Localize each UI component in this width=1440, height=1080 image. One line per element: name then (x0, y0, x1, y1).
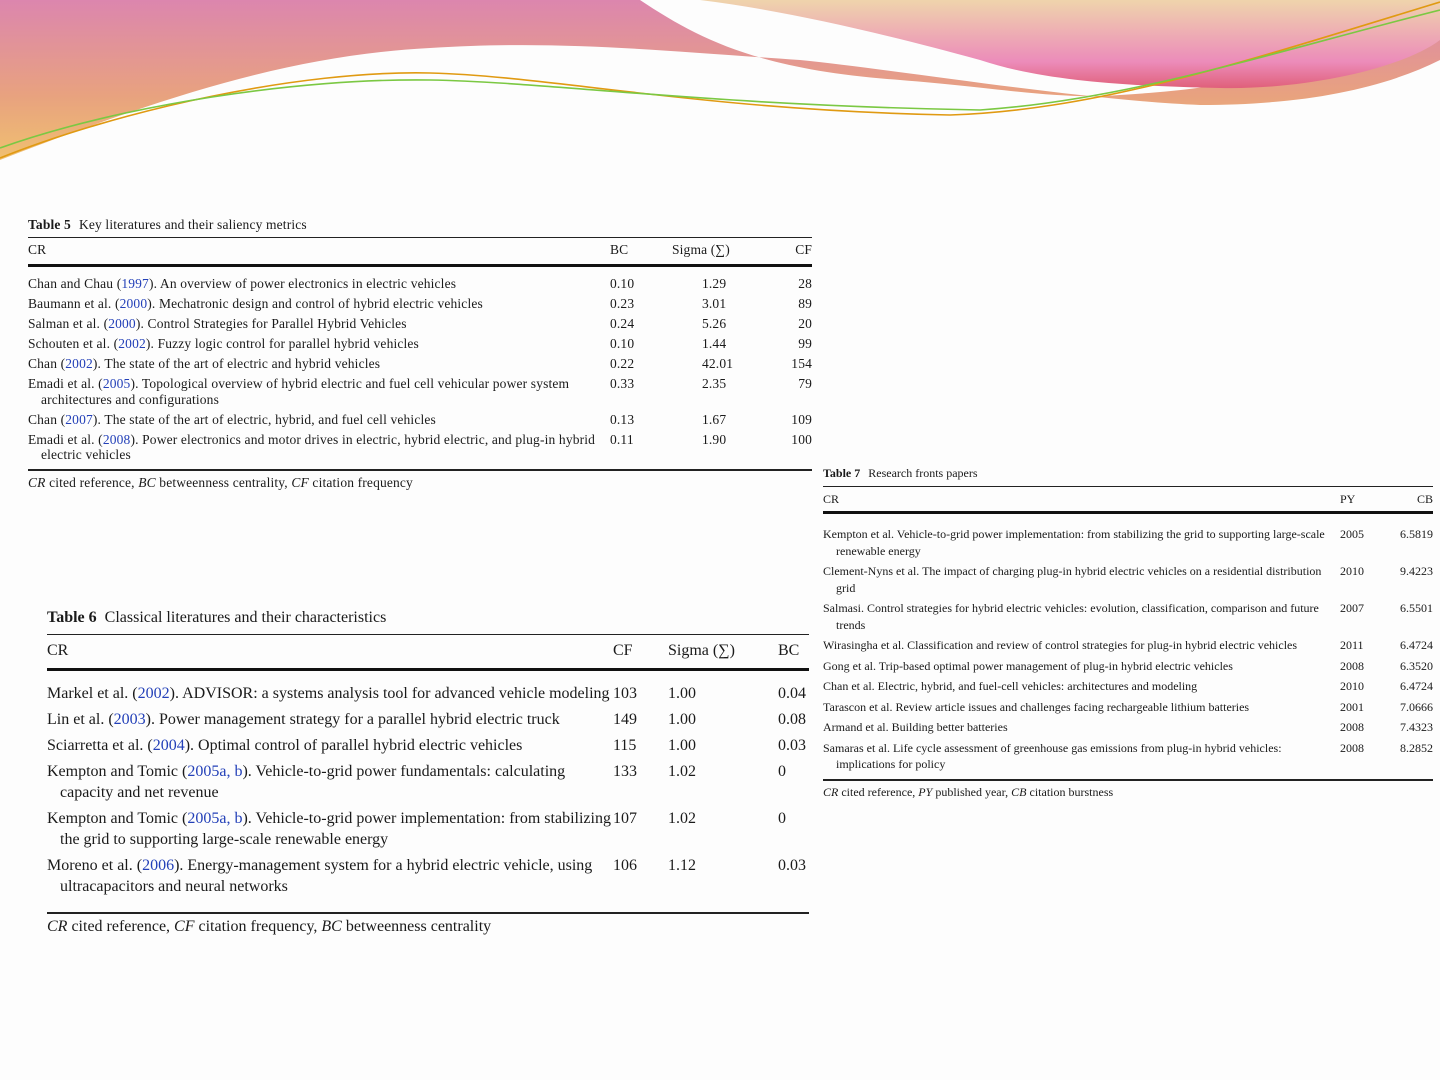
reference-title: The state of the art of electric, hybrid, and fuel cell vehicles (104, 411, 436, 427)
cell-value: 149 (613, 711, 637, 728)
abbreviation-meaning: citation burstness (1026, 785, 1114, 799)
cell-value: 99 (798, 336, 812, 351)
year-link[interactable]: 2007 (65, 411, 93, 427)
table-row (823, 513, 1433, 562)
year-link[interactable]: 1997 (121, 276, 149, 291)
cited-reference: Chan (2002). The state of the art of electric and hybrid vehicles (28, 356, 381, 371)
year-link[interactable]: 2005 (102, 376, 131, 391)
author: Chan (28, 356, 58, 371)
cell-value: 2011 (1340, 638, 1364, 652)
abbreviation: CR (823, 785, 839, 799)
table-label: Table 7 (823, 466, 861, 480)
abbreviation: CR (47, 918, 68, 935)
cell-value: 6.5819 (1400, 527, 1433, 541)
column-header: CF (795, 242, 812, 257)
cell-value: 1.90 (702, 431, 727, 447)
cell-value: 103 (613, 685, 637, 702)
table-row (823, 636, 1433, 657)
column-header: CR (47, 642, 69, 659)
cell-value: 1.12 (668, 857, 696, 874)
cell-value: 3.01 (702, 296, 727, 311)
cell-value: 115 (613, 737, 637, 754)
table-row (47, 853, 809, 900)
header-row (28, 238, 812, 266)
cell-value: 0.04 (778, 685, 806, 702)
author: Kempton and Tomic (47, 763, 179, 780)
cell-value: 2007 (1340, 601, 1364, 615)
cited-reference (823, 738, 1340, 775)
table-row (823, 697, 1433, 718)
abbreviation: CF (291, 475, 309, 490)
data-table (823, 486, 1433, 775)
column-header: CR (28, 242, 47, 257)
cell-value: 0 (778, 763, 786, 780)
abbreviation-meaning: betweenness centrality (341, 918, 492, 935)
cited-reference: Sciarretta et al. (2004). Optimal control of parallel hybrid electric vehicles (47, 737, 523, 754)
reference-title: Power management strategy for a parallel hybrid electric truck (158, 711, 560, 728)
author: Lin et al. (47, 711, 105, 728)
year-link[interactable]: 2003 (113, 711, 146, 728)
cell-value: 0.10 (610, 336, 635, 351)
cell-value: 1.00 (668, 737, 696, 754)
cited-reference (823, 656, 1340, 677)
cell-value: 0.13 (610, 411, 635, 427)
table-footnote (47, 912, 809, 936)
abbreviation: PY (918, 785, 933, 799)
abbreviation-meaning: citation frequency (308, 475, 413, 490)
author: Chan (28, 411, 58, 427)
reference-text: Salmasi. Control strategies for hybrid electric vehicles: evolution, classification, comparison and future trends (823, 601, 1319, 632)
table-row (28, 266, 812, 295)
cited-reference: Lin et al. (2003). Power management strategy for a parallel hybrid electric truck (47, 711, 560, 728)
cell-value: 1.44 (702, 336, 727, 351)
abbreviation-meaning: betweenness centrality, (155, 475, 292, 490)
cited-reference: Baumann et al. (2000). Mechatronic design and control of hybrid electric vehicles (28, 296, 483, 311)
cell-value: 7.0666 (1400, 699, 1433, 714)
abbreviation: CB (1011, 785, 1027, 799)
column-header: CR (823, 492, 840, 506)
cell-value: 2008 (1340, 658, 1364, 673)
author: Baumann et al. (28, 296, 112, 311)
abbreviation: BC (321, 918, 342, 935)
reference-text: Wirasingha et al. Classification and review of control strategies for plug-in hybrid electric vehicles (823, 638, 1298, 652)
column-header: BC (778, 642, 800, 659)
cited-reference: Emadi et al. (2005). Topological overview of hybrid electric and fuel cell vehicular power system architectures and configurations (28, 376, 570, 407)
year-link[interactable]: 2006 (142, 857, 175, 874)
cell-value: 109 (791, 411, 812, 427)
table-row (47, 733, 809, 759)
abbreviation-meaning: cited reference, (45, 475, 139, 490)
abbreviation: BC (138, 475, 156, 490)
cell-value: 0 (778, 810, 786, 827)
year-link[interactable]: 2005a, b (187, 810, 243, 827)
cell-value: 0.03 (778, 737, 806, 754)
abbreviation: CF (174, 918, 195, 935)
cell-value: 5.26 (702, 316, 727, 331)
author: Emadi et al. (28, 376, 95, 391)
cell-value: 0.03 (778, 857, 806, 874)
reference-title: The state of the art of electric and hybrid vehicles (104, 356, 381, 371)
reference-text: Tarascon et al. Review article issues and challenges facing rechargeable lithium batteries (823, 699, 1250, 714)
cell-value: 2001 (1340, 699, 1364, 714)
cell-value: 79 (798, 376, 812, 391)
cell-value: 89 (798, 296, 812, 311)
year-link[interactable]: 2002 (65, 356, 93, 371)
table-row (47, 806, 809, 853)
table-7 (823, 464, 1433, 800)
data-table (47, 634, 809, 900)
cell-value: 1.02 (668, 810, 696, 827)
table-caption: Key literatures and their saliency metrics (78, 217, 307, 232)
table-row (823, 599, 1433, 636)
table-row (28, 410, 812, 430)
table-row (823, 656, 1433, 677)
year-link[interactable]: 2004 (152, 737, 185, 754)
abbreviation-meaning: cited reference, (67, 918, 175, 935)
table-row (47, 670, 809, 708)
reference-text: Kempton et al. Vehicle-to-grid power implementation: from stabilizing the grid to supporting large-scale renewable energy (823, 527, 1325, 558)
cell-value: 20 (798, 316, 812, 331)
reference-text: Samaras et al. Life cycle assessment of greenhouse gas emissions from plug-in hybrid vehicles: implications for policy (823, 740, 1282, 771)
cited-reference: Moreno et al. (2006). Energy-management system for a hybrid electric vehicle, using ultracapacitors and neural networks (47, 857, 593, 895)
table-6 (47, 606, 809, 936)
cell-value: 1.02 (668, 763, 696, 780)
cell-value: 1.00 (668, 711, 696, 728)
cited-reference: Salman et al. (2000). Control Strategies for Parallel Hybrid Vehicles (28, 316, 407, 331)
cell-value: 133 (613, 763, 637, 780)
author: Salman et al. (28, 316, 101, 331)
cited-reference (823, 599, 1340, 636)
table-row (28, 294, 812, 314)
cell-value: 28 (798, 276, 812, 291)
cited-reference (823, 718, 1340, 739)
reference-title: Fuzzy logic control for parallel hybrid vehicles (157, 336, 419, 351)
abbreviation-meaning: cited reference, (838, 785, 919, 799)
cited-reference: Chan and Chau (1997). An overview of power electronics in electric vehicles (28, 276, 457, 291)
author: Markel et al. (47, 685, 129, 702)
reference-text: Chan et al. Electric, hybrid, and fuel-cell vehicles: architectures and modeling (823, 679, 1198, 693)
table-caption: Classical literatures and their characteristics (104, 609, 387, 626)
table-footnote (28, 469, 812, 491)
cell-value: 8.2852 (1400, 740, 1433, 755)
cell-value: 1.29 (702, 276, 727, 291)
reference-text: Clement-Nyns et al. The impact of charging plug-in hybrid electric vehicles on a residential distribution grid (823, 564, 1322, 595)
table-caption: Research fronts papers (868, 466, 978, 480)
table-row (28, 354, 812, 374)
author: Schouten et al. (28, 336, 111, 351)
cell-value: 6.4724 (1400, 638, 1433, 652)
abbreviation-meaning: citation frequency, (194, 918, 322, 935)
column-header: Sigma (∑) (668, 642, 735, 659)
header-wave-decoration (0, 0, 1440, 200)
cell-value: 2010 (1340, 564, 1364, 578)
cell-value: 2008 (1340, 740, 1364, 755)
cited-reference (823, 562, 1340, 599)
cell-value: 2010 (1340, 679, 1364, 693)
header-row (823, 487, 1433, 513)
table-row (28, 314, 812, 334)
table-row (47, 759, 809, 806)
data-table (28, 237, 812, 465)
cell-value: 2.35 (702, 376, 727, 391)
cited-reference (823, 513, 1340, 562)
year-link[interactable]: 2000 (108, 316, 136, 331)
table-title (47, 606, 809, 634)
cell-value: 107 (613, 810, 637, 827)
table-row (823, 738, 1433, 775)
cell-value: 0.24 (610, 316, 635, 331)
cell-value: 7.4323 (1400, 720, 1433, 734)
column-header: CB (1416, 492, 1433, 506)
author: Moreno et al. (47, 857, 133, 874)
author: Chan and Chau (28, 276, 114, 291)
author: Kempton and Tomic (47, 810, 179, 827)
cell-value: 0.22 (610, 356, 635, 371)
author: Emadi et al. (28, 431, 95, 447)
author: Sciarretta et al. (47, 737, 144, 754)
year-link[interactable]: 2000 (119, 296, 148, 311)
cited-reference: Kempton and Tomic (2005a, b). Vehicle-to-grid power implementation: from stabilizing the grid to supporting large-scale renewable energy (47, 810, 611, 848)
cell-value: 100 (791, 431, 812, 447)
cell-value: 0.11 (610, 431, 634, 447)
cell-value: 1.00 (668, 685, 696, 702)
cell-value: 42.01 (702, 356, 734, 371)
reference-title: Energy-management system for a hybrid electric vehicle, using ultracapacitors and neural networks (60, 857, 593, 895)
reference-title: Optimal control of parallel hybrid electric vehicles (198, 737, 523, 754)
column-header: Sigma (∑) (672, 242, 730, 257)
cell-value: 0.23 (610, 296, 635, 311)
abbreviation: CR (28, 475, 46, 490)
table-title (823, 464, 1433, 486)
cited-reference: Emadi et al. (2008). Power electronics and motor drives in electric, hybrid electric, and plug-in hybrid electric vehicles (28, 431, 596, 462)
reference-title: Topological overview of hybrid electric and fuel cell vehicular power system architectures and configurations (41, 376, 570, 407)
cited-reference: Kempton and Tomic (2005a, b). Vehicle-to-grid power fundamentals: calculating capacity and net revenue (47, 763, 566, 801)
table-row (28, 374, 812, 410)
reference-title: Control Strategies for Parallel Hybrid Vehicles (147, 316, 407, 331)
reference-text: Gong et al. Trip-based optimal power management of plug-in hybrid electric vehicles (823, 658, 1233, 673)
cell-value: 9.4223 (1400, 564, 1433, 578)
cell-value: 2005 (1340, 527, 1364, 541)
cited-reference: Chan (2007). The state of the art of electric, hybrid, and fuel cell vehicles (28, 411, 436, 427)
table-row (823, 677, 1433, 698)
table-label: Table 6 (47, 609, 97, 626)
cell-value: 154 (791, 356, 812, 371)
reference-title: ADVISOR: a systems analysis tool for advanced vehicle modeling (182, 685, 610, 702)
column-header: BC (610, 242, 629, 257)
cell-value: 6.5501 (1400, 601, 1433, 615)
cell-value: 106 (613, 857, 637, 874)
column-header: PY (1340, 492, 1356, 506)
year-link[interactable]: 2008 (102, 431, 131, 447)
table-footnote (823, 779, 1433, 800)
table-label: Table 5 (28, 217, 71, 232)
cited-reference (823, 697, 1340, 718)
header-row (47, 635, 809, 670)
cell-value: 6.4724 (1400, 679, 1433, 693)
reference-title: An overview of power electronics in electric vehicles (159, 276, 457, 291)
cell-value: 0.10 (610, 276, 635, 291)
cited-reference (823, 636, 1340, 657)
reference-title: Power electronics and motor drives in electric, hybrid electric, and plug-in hybrid electric vehicles (41, 431, 596, 462)
cell-value: 1.67 (702, 411, 727, 427)
reference-text: Armand et al. Building better batteries (823, 720, 1008, 734)
cited-reference: Schouten et al. (2002). Fuzzy logic control for parallel hybrid vehicles (28, 336, 419, 351)
reference-title: Mechatronic design and control of hybrid electric vehicles (158, 296, 483, 311)
cell-value: 0.08 (778, 711, 806, 728)
table-row (823, 562, 1433, 599)
year-link[interactable]: 2005a, b (187, 763, 243, 780)
table-row (47, 707, 809, 733)
year-link[interactable]: 2002 (118, 336, 146, 351)
table-row (823, 718, 1433, 739)
table-5 (28, 215, 812, 491)
year-link[interactable]: 2002 (137, 685, 170, 702)
column-header: CF (613, 642, 633, 659)
cell-value: 2008 (1340, 720, 1364, 734)
reference-title: Vehicle-to-grid power implementation: from stabilizing the grid to supporting large-scale renewable energy (60, 810, 611, 848)
abbreviation-meaning: published year, (932, 785, 1012, 799)
table-title (28, 215, 812, 237)
cell-value: 6.3520 (1400, 658, 1433, 673)
table-row (28, 430, 812, 466)
cited-reference: Markel et al. (2002). ADVISOR: a systems analysis tool for advanced vehicle modeling (47, 685, 610, 702)
cell-value: 0.33 (610, 376, 635, 391)
reference-title: Vehicle-to-grid power fundamentals: calculating capacity and net revenue (60, 763, 566, 801)
table-row (28, 334, 812, 354)
cited-reference (823, 677, 1340, 698)
